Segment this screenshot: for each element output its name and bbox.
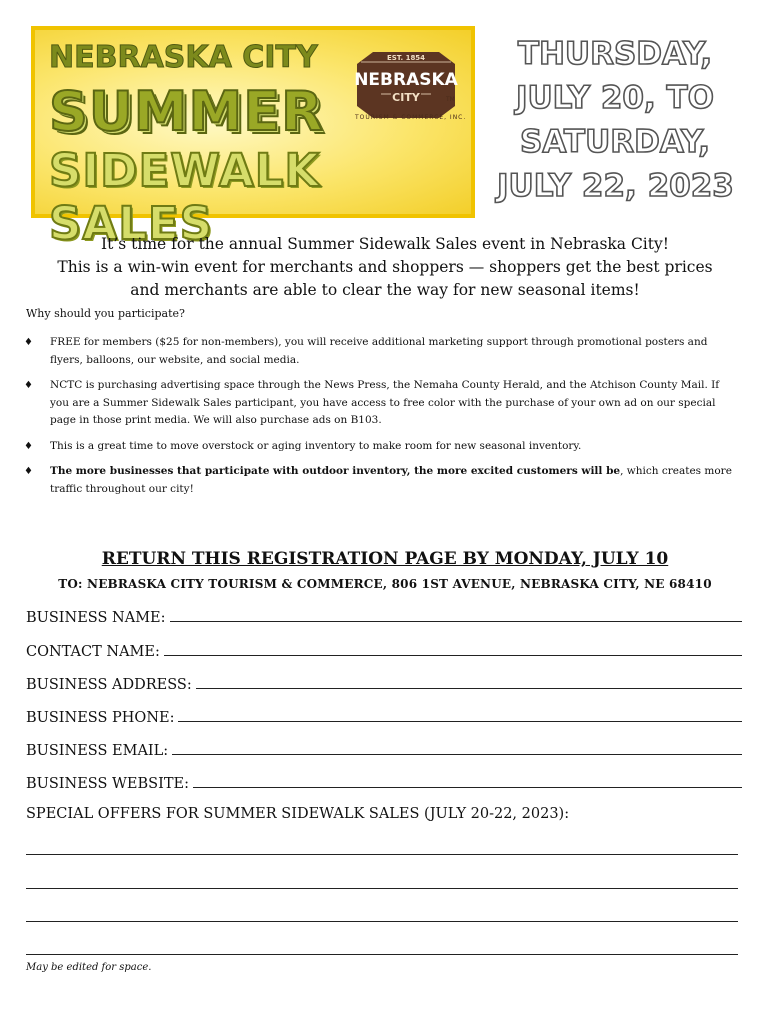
field-label: BUSINESS WEBSITE: [26,776,189,792]
banner-sidewalk-sales-text: SIDEWALK SALES [49,144,321,250]
business-address-field[interactable] [26,671,742,693]
intro-line-2: This is a win-win event for merchants and shoppers — shoppers get the best prices [57,258,713,276]
bullet-text: This is a great time to move overstock or aging inventory to make room for new seasonal inventory. [50,439,582,452]
business-website-blank[interactable] [193,771,742,788]
special-offers-label: SPECIAL OFFERS FOR SUMMER SIDEWALK SALES (JULY 20-22, 2023): [26,806,570,822]
contact-name-blank[interactable] [164,639,742,656]
business-email-field[interactable] [26,737,742,759]
business-phone-field[interactable] [26,704,742,726]
field-label: BUSINESS EMAIL: [26,743,169,759]
diamond-bullet-icon: ♦ [24,440,33,452]
list-item [24,377,736,430]
field-label: BUSINESS ADDRESS: [26,677,192,693]
list-item [24,463,736,498]
business-email-blank[interactable] [172,738,742,755]
edit-note: May be edited for space. [26,962,152,973]
logo-est-text: EST. 1854 [386,54,426,62]
date-line-2: JULY 20, TO [515,80,715,116]
date-line-1: THURSDAY, [517,36,713,72]
logo-city-text: CITY [392,91,420,104]
benefit-list [24,334,736,506]
banner-summer-text: SUMMER [49,80,324,143]
business-address-blank[interactable] [196,672,742,689]
field-label: BUSINESS PHONE: [26,710,175,726]
why-participate-heading: Why should you participate? [26,307,185,320]
intro-paragraph [20,233,750,302]
field-label: BUSINESS NAME: [26,610,166,626]
bullet-bold-text: The more businesses that participate with outdoor inventory, the more excited customers will be [50,465,621,477]
date-line-4: JULY 22, 2023 [497,168,734,204]
business-name-field[interactable] [26,604,742,626]
list-item [24,334,736,369]
field-label: CONTACT NAME: [26,644,160,660]
diamond-bullet-icon: ♦ [24,337,33,348]
business-name-blank[interactable] [170,605,742,622]
logo-nebraska-text: NEBRASKA [354,70,458,90]
intro-line-3: and merchants are able to clear the way for new seasonal items! [130,281,640,299]
special-offers-line[interactable] [26,954,738,955]
date-line-3: SATURDAY, [520,124,710,160]
mailing-address: TO: NEBRASKA CITY TOURISM & COMMERCE, 806 1ST AVENUE, NEBRASKA CITY, NE 68410 [58,577,712,591]
diamond-bullet-icon: ♦ [24,380,33,391]
special-offers-line[interactable] [26,921,738,922]
special-offers-line[interactable] [26,854,738,855]
bullet-text: NCTC is purchasing advertising space through the News Press, the Nemaha County Herald, and the Atchison County Mail. If you are a Summer Sidewalk Sales participant, you have access to free color with the purchase of your own ad on our special page in those print media. We will also purchase ads on B103. [50,379,720,426]
logo-trademark: TM [446,96,455,103]
bullet-text: , which creates more traffic throughout our city! [50,465,732,495]
bullet-text: FREE for members ($25 for non-members), you will receive additional marketing support through promotional posters and flyers, balloons, our website, and social media. [50,336,708,366]
business-website-field[interactable] [26,770,742,792]
intro-line-1: It’s time for the annual Summer Sidewalk Sales event in Nebraska City! [101,235,669,253]
event-dates [497,32,733,208]
business-phone-blank[interactable] [178,705,742,722]
contact-name-field[interactable] [26,638,742,660]
banner-city-text: NEBRASKA CITY [49,40,318,75]
diamond-bullet-icon: ♦ [24,466,33,477]
list-item [24,438,736,456]
special-offers-line[interactable] [26,888,738,889]
logo-tagline: TOURISM & COMMERCE, INC. [355,114,467,121]
return-deadline-heading: RETURN THIS REGISTRATION PAGE BY MONDAY, JULY 10 [101,549,669,569]
